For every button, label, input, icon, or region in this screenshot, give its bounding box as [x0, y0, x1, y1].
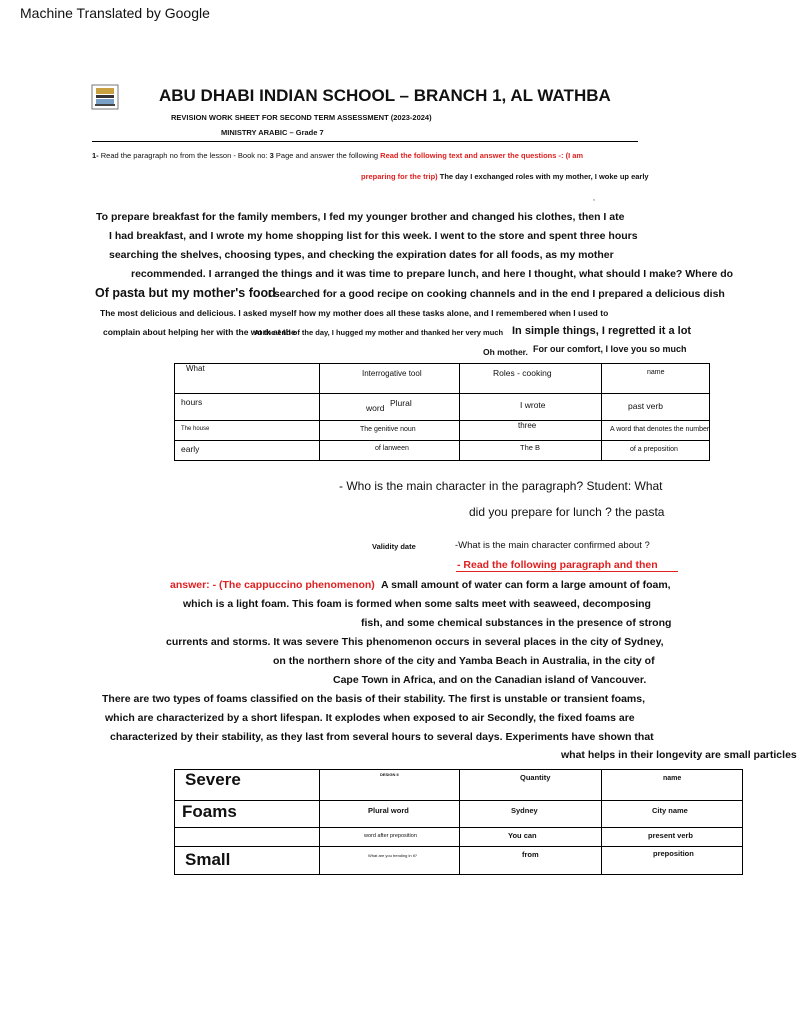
question-confirmed: -What is the main character confirmed about ? — [455, 540, 650, 551]
para1-line-7c: In simple things, I regretted it a lot — [512, 325, 692, 337]
table2-cell: name — [602, 770, 743, 801]
question-main-character: - Who is the main character in the paragraph? Student: What — [339, 479, 663, 493]
para1-line-6: The most delicious and delicious. I asked myself how my mother does all these tasks alone, and I remembered when I used to — [100, 308, 609, 318]
table2-cell: City name — [602, 801, 743, 828]
para2-line-3: fish, and some chemical substances in the presence of strong — [361, 617, 672, 629]
para2-line-1: A small amount of water can form a large amount of foam, — [381, 579, 671, 591]
para1-line-3: searching the shelves, choosing types, and checking the expiration dates for all foods, as my mother — [109, 249, 614, 261]
question-1-intro-line2 — [361, 172, 649, 181]
question-lunch: did you prepare for lunch ? the pasta — [469, 505, 665, 519]
table1-cell: early — [175, 441, 320, 461]
grammar-table-2 — [174, 769, 743, 875]
para1-line-1: To prepare breakfast for the family members, I fed my younger brother and changed his clothes, then I ate — [96, 211, 625, 223]
table1-cell: What — [175, 364, 320, 394]
table2-cell: from — [460, 847, 602, 875]
book-number: 3 — [269, 151, 274, 160]
intro-text-a: Read the paragraph no from the lesson - Book no: — [100, 151, 268, 160]
table2-cell: preposition — [602, 847, 743, 875]
para2-line-7: There are two types of foams classified on the basis of their stability. The first is unstable or transient foams, — [102, 693, 646, 705]
question-1-intro — [92, 151, 583, 160]
table1-cell: of a preposition — [602, 441, 710, 461]
table2-cell — [175, 828, 320, 847]
worksheet-subtitle: REVISION WORK SHEET FOR SECOND TERM ASSESSMENT (2023-2024) — [171, 113, 432, 122]
table2-cell: Plural word — [320, 801, 460, 828]
table2-cell: word after preposition — [320, 828, 460, 847]
stray-mark: , — [593, 195, 595, 202]
para1-line-7b: At the end of the day, I hugged my mother and thanked her very much — [254, 328, 504, 337]
header-divider — [92, 141, 638, 142]
table2-cell: Sydney — [460, 801, 602, 828]
table2-cell: Small — [175, 847, 320, 875]
intro-text-b: Page and answer the following — [275, 151, 379, 160]
para2-line-10: what helps in their longevity are small particles — [561, 749, 797, 761]
answer-label: answer: - (The cappuccino phenomenon) — [170, 579, 375, 591]
machine-translation-banner: Machine Translated by Google — [20, 5, 210, 21]
table1-cell: hours — [175, 394, 320, 421]
para2-line-8: which are characterized by a short lifespan. It explodes when exposed to air Secondly, the fixed foams are — [105, 712, 635, 724]
intro-text-c: The day I exchanged roles with my mother, I woke up early — [439, 172, 649, 181]
para2-line-2: which is a light foam. This foam is formed when some salts meet with seaweed, decomposing — [183, 598, 651, 610]
para2-line-9: characterized by their stability, as they last from several hours to several days. Experiments have shown that — [110, 731, 654, 743]
read-paragraph-instruction: - Read the following paragraph and then — [457, 559, 658, 571]
para1-line-8a: Oh mother. — [483, 347, 528, 357]
para2-line-4: currents and storms. It was severe This phenomenon occurs in several places in the city of Sydney, — [166, 636, 664, 648]
para1-line-4: recommended. I arranged the things and it was time to prepare lunch, and here I thought, what should I make? Where do — [131, 268, 734, 280]
grammar-table-1 — [174, 363, 710, 461]
school-title: ABU DHABI INDIAN SCHOOL – BRANCH 1, AL WATHBA — [159, 86, 611, 105]
table2-cell: Foams — [175, 801, 320, 828]
table1-cell: I wrote — [460, 394, 602, 421]
question-number: 1- — [92, 151, 99, 160]
table1-cell: The genitive noun — [320, 421, 460, 441]
table1-cell: of lanween — [320, 441, 460, 461]
table1-cell: three — [460, 421, 602, 441]
table1-cell: name — [602, 364, 710, 394]
intro-red-b: preparing for the trip) — [361, 172, 438, 181]
table2-cell: Severe — [175, 770, 320, 801]
table1-cell: word Plural — [320, 394, 460, 421]
instruction-underline — [456, 571, 678, 572]
table2-cell: What are you trending in it? — [320, 847, 460, 875]
table2-cell: present verb — [602, 828, 743, 847]
table2-cell: DESIGN II — [320, 770, 460, 801]
intro-red-a: Read the following text and answer the questions -: (I am — [380, 151, 584, 160]
validity-date-label: Validity date — [372, 542, 416, 551]
para1-line-8b: For our comfort, I love you so much — [533, 344, 687, 354]
table2-cell: Quantity — [460, 770, 602, 801]
para1-line-7a: complain about helping her with the work at the — [103, 327, 296, 337]
para1-line-5a: Of pasta but my mother's food — [95, 286, 276, 300]
table1-cell: Interrogative tool — [320, 364, 460, 394]
para1-line-5b: I searched for a good recipe on cooking channels and in the end I prepared a delicious dish — [268, 288, 725, 300]
table2-cell: You can — [460, 828, 602, 847]
table1-cell: A word that denotes the number — [602, 421, 710, 441]
para1-line-2: I had breakfast, and I wrote my home shopping list for this week. I went to the store and spent three hours — [109, 230, 638, 242]
table1-cell: past verb — [602, 394, 710, 421]
table1-cell: The B — [460, 441, 602, 461]
subject-grade: MINISTRY ARABIC – Grade 7 — [221, 128, 324, 137]
table1-cell: The house — [175, 421, 320, 441]
para2-line-6: Cape Town in Africa, and on the Canadian island of Vancouver. — [333, 674, 647, 686]
school-logo — [90, 84, 120, 110]
table1-cell: Roles - cooking — [460, 364, 602, 394]
para2-line-5: on the northern shore of the city and Yamba Beach in Australia, in the city of — [273, 655, 655, 667]
